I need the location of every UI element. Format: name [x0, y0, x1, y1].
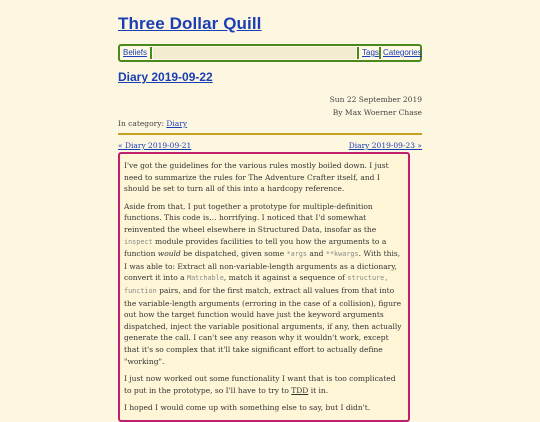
nav-divider	[150, 47, 152, 59]
inline-code: inspect	[124, 237, 153, 246]
post-author: By Max Woerner Chase	[332, 108, 422, 117]
next-post-link[interactable]: Diary 2019-09-23 »	[348, 141, 422, 150]
divider	[118, 133, 422, 135]
nav-spacer	[153, 47, 356, 59]
post-category	[118, 119, 187, 128]
paragraph: I hoped I would come up with something else to say, but I didn't.	[124, 403, 371, 413]
post-body	[118, 152, 410, 422]
paragraph: I've got the guidelines for the various rules mostly boiled down. I just need to summarize the rules for The Adventure Crafter itself, and I should be set to turn all of this into a hardcopy reference.	[124, 161, 389, 194]
nav-beliefs-link[interactable]: Beliefs	[123, 48, 148, 57]
nav-tags-link[interactable]: Tags	[362, 48, 379, 57]
inline-code: structure, function	[124, 274, 389, 295]
post-date: Sun 22 September 2019	[329, 95, 422, 104]
category-link[interactable]: Diary	[166, 119, 188, 128]
prev-post-link[interactable]: « Diary 2019-09-21	[118, 141, 192, 150]
site-title-link[interactable]: Three Dollar Quill	[118, 14, 262, 33]
inline-code: *args	[286, 250, 307, 259]
category-prefix: In category:	[118, 119, 164, 128]
emphasis: would	[157, 249, 181, 259]
paragraph: Aside from that, I put together a prototype for multiple-definition functions. This code is… horrifying. I noticed that I'd somewhat reinvented the wheel elsewhere in Structured Data, insofar as the inspect module provides facilities to tell you how the arguments to a function would be dispatched, given some *args and **kwargs. With this, I was able to: Extract all non-variable-length arguments as a dictionary, convert it into a Matchable, match it against a sequence of structure, function pairs, and for the first match, extract all values from that into the variable-length arguments (erroring in the case of a collision), figure out how the target function would have just the keyword arguments dispatched, inject the variable positional arguments, if any, then actually generate the call. I can't see any reason why it wouldn't work, except that it's so complex that it'll take significant effort to actually define "working".	[124, 201, 402, 366]
nav-bar	[118, 44, 422, 62]
inline-code: **kwargs	[325, 250, 359, 259]
nav-categories-link[interactable]: Categories	[383, 48, 422, 57]
post-title-link[interactable]: Diary 2019-09-22	[118, 70, 213, 84]
nav-divider	[379, 47, 381, 59]
tdd-link[interactable]: TDD	[291, 385, 309, 395]
inline-code: Matchable	[187, 274, 224, 283]
paragraph: I just now worked out some functionality I want that is too complicated to put in the prototype, so I'll have to try to TDD it in.	[124, 374, 396, 395]
nav-divider	[357, 47, 359, 59]
